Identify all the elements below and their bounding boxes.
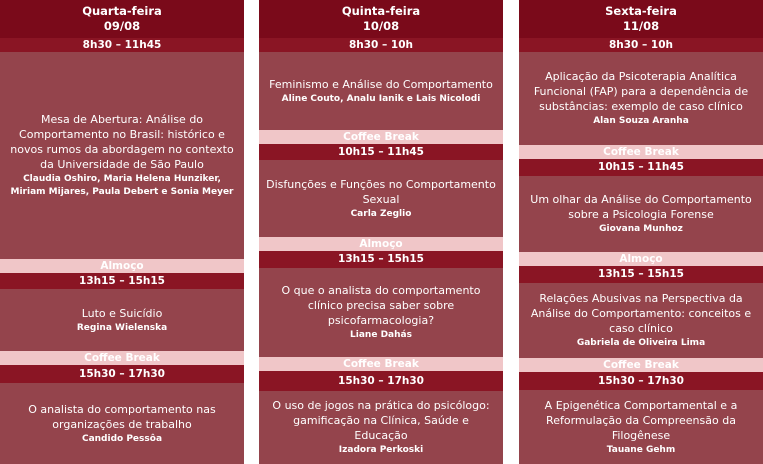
break-label: Coffee Break (519, 358, 763, 372)
session-speakers: Tauane Gehm (606, 444, 676, 455)
time-slot: 13h15 – 15h15 (0, 273, 244, 289)
break-label: Coffee Break (0, 351, 244, 365)
session-title: Disfunções e Funções no Comportamento Sexual (266, 177, 496, 206)
session-title: Luto e Suicídio (81, 306, 163, 320)
day-name: Sexta-feira (605, 4, 677, 18)
session-title: Feminismo e Análise do Comportamento (269, 77, 493, 91)
day-date: 10/08 (362, 19, 400, 33)
time-slot: 13h15 – 15h15 (259, 251, 503, 268)
session-speakers: Alan Souza Aranha (593, 116, 689, 126)
session-title: O uso de jogos na prática do psicólogo: gamificação na Clínica, Saúde e Educação (272, 399, 490, 442)
break-label: Almoço (259, 237, 503, 251)
session-block (0, 52, 244, 259)
schedule-column-wednesday (0, 0, 244, 464)
time-slot: 8h30 – 11h45 (0, 38, 244, 52)
session-title: Mesa de Abertura: Análise do Comportamento no Brasil: histórico e novos rumos da abordagem no contexto da Universidade de São Paulo (10, 113, 234, 171)
session-speakers: Regina Wielenska (76, 322, 168, 333)
time-slot: 8h30 – 10h (519, 38, 763, 52)
day-date: 11/08 (622, 19, 660, 33)
session-speakers: Claudia Oshiro, Maria Helena Hunziker, Miriam Mijares, Paula Debert e Sonia Meyer (10, 174, 234, 197)
day-header (259, 0, 503, 38)
break-label: Coffee Break (519, 145, 763, 159)
session-speakers: Candido Pessôa (81, 433, 163, 444)
session-block (519, 52, 763, 145)
session-title: Relações Abusivas na Perspectiva da Análise do Comportamento: conceitos e caso clínico (530, 292, 752, 335)
session-title: A Epigenética Comportamental e a Reformulação da Compreensão da Filogênese (544, 398, 738, 442)
time-slot: 8h30 – 10h (259, 38, 503, 52)
time-slot: 10h15 – 11h45 (259, 144, 503, 160)
day-date: 09/08 (103, 19, 141, 33)
session-block (519, 176, 763, 252)
day-header (0, 0, 244, 38)
session-speakers: Aline Couto, Analu Ianik e Lais Nicolodi (281, 93, 481, 104)
session-speakers: Carla Zeglio (350, 208, 412, 219)
time-slot: 15h30 – 17h30 (259, 371, 503, 391)
schedule-column-thursday (259, 0, 503, 464)
day-header (519, 0, 763, 38)
session-speakers: Giovana Munhoz (599, 224, 683, 234)
session-speakers: Gabriela de Oliveira Lima (576, 338, 706, 348)
session-block (0, 289, 244, 351)
day-name: Quarta-feira (82, 4, 162, 18)
break-label: Almoço (0, 259, 244, 273)
session-block (259, 391, 503, 464)
session-title: O analista do comportamento nas organizações de trabalho (28, 402, 216, 431)
time-slot: 10h15 – 11h45 (519, 159, 763, 176)
time-slot: 15h30 – 17h30 (519, 372, 763, 390)
session-title: Um olhar da Análise do Comportamento sobre a Psicologia Forense (530, 193, 752, 221)
session-title: O que o analista do comportamento clínico precisa saber sobre psicofarmacologia? (281, 284, 481, 327)
session-speakers: Izadora Perkoski (338, 445, 424, 455)
session-block (519, 390, 763, 464)
break-label: Coffee Break (259, 357, 503, 371)
session-block (259, 268, 503, 357)
time-slot: 15h30 – 17h30 (0, 365, 244, 383)
session-block (259, 52, 503, 130)
session-block (259, 160, 503, 237)
time-slot: 13h15 – 15h15 (519, 266, 763, 283)
session-speakers: Liane Dahás (350, 330, 412, 340)
session-title: Aplicação da Psicoterapia Analítica Funcional (FAP) para a dependência de substâncias: exemplo de caso clínico (533, 70, 749, 113)
session-block (519, 283, 763, 358)
schedule-column-friday (519, 0, 763, 464)
day-name: Quinta-feira (341, 4, 421, 18)
break-label: Almoço (519, 252, 763, 266)
break-label: Coffee Break (259, 130, 503, 144)
session-block (0, 383, 244, 464)
